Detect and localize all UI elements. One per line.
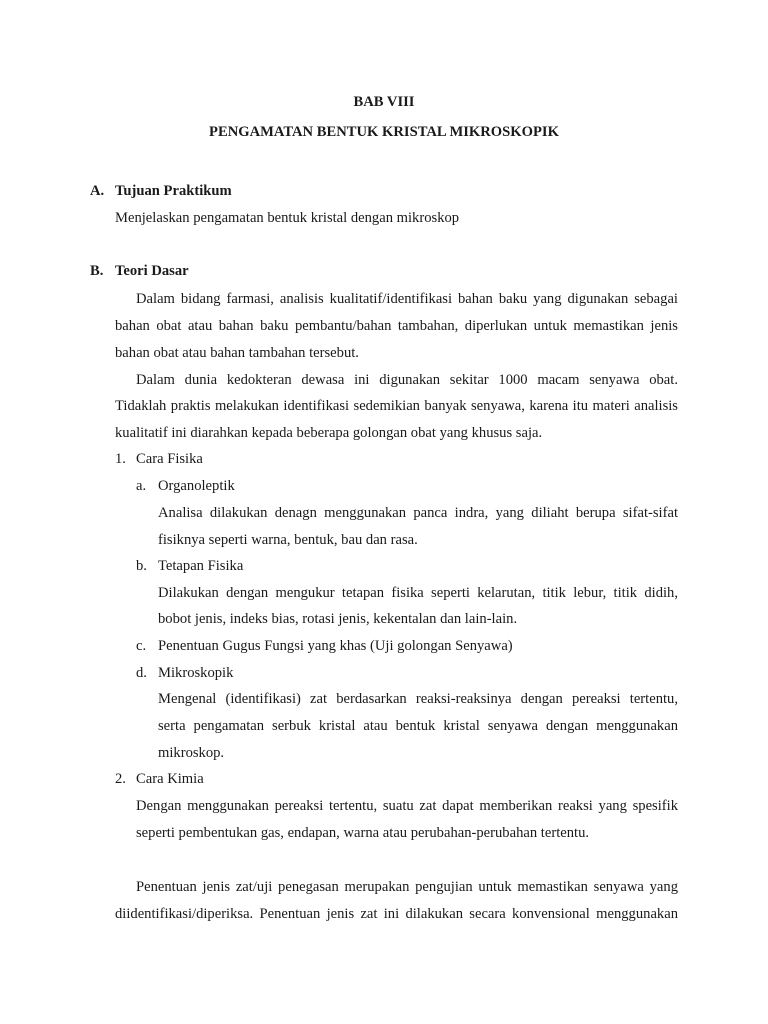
- section-b-marker: B.: [90, 263, 104, 279]
- list-marker: 2.: [115, 771, 126, 787]
- sublist-text-line: mikroskop.: [158, 745, 225, 761]
- list-text-line: Dengan menggunakan pereaksi tertentu, suatu zat dapat memberikan reaksi yang spesifik: [136, 798, 678, 814]
- sublist-text-line: serta pengamatan serbuk kristal atau bentuk kristal senyawa dengan menggunakan: [158, 718, 678, 734]
- section-a-heading: Tujuan Praktikum: [115, 183, 232, 199]
- list-text-line: seperti pembentukan gas, endapan, warna atau perubahan-perubahan tertentu.: [136, 825, 590, 841]
- list-item-label: Cara Kimia: [136, 771, 204, 787]
- paragraph-line: diidentifikasi/diperiksa. Penentuan jenis zat ini dilakukan secara konvensional menggunakan: [115, 906, 678, 922]
- section-a-marker: A.: [90, 183, 105, 199]
- sublist-text-line: Analisa dilakukan denagn menggunakan panca indra, yang diliaht berupa sifat-sifat: [158, 505, 678, 521]
- paragraph-line: Tidaklah praktis melakukan identifikasi sedemikian banyak senyawa, karena itu materi analisis: [115, 398, 678, 414]
- sublist-item-label: Organoleptik: [158, 478, 235, 494]
- sublist-text-line: bobot jenis, indeks bias, rotasi jenis, kekentalan dan lain-lain.: [158, 611, 518, 627]
- sublist-item-label: Tetapan Fisika: [158, 558, 244, 574]
- paragraph-line: kualitatif ini diarahkan kepada beberapa golongan obat yang khusus saja.: [115, 425, 543, 441]
- chapter-heading: BAB VIII: [353, 94, 415, 110]
- section-b-heading: Teori Dasar: [115, 263, 189, 279]
- paragraph-line: bahan obat atau bahan tambahan tersebut.: [115, 345, 359, 361]
- page-title: PENGAMATAN BENTUK KRISTAL MIKROSKOPIK: [209, 124, 559, 140]
- list-marker: 1.: [115, 451, 126, 467]
- sublist-item-label: Mikroskopik: [158, 665, 234, 681]
- paragraph-line: Dalam dunia kedokteran dewasa ini digunakan sekitar 1000 macam senyawa obat.: [136, 372, 678, 388]
- list-item-label: Cara Fisika: [136, 451, 203, 467]
- sublist-marker: b.: [136, 558, 147, 574]
- paragraph-line: Dalam bidang farmasi, analisis kualitatif/identifikasi bahan baku yang digunakan sebagai: [136, 291, 678, 307]
- section-a-text: Menjelaskan pengamatan bentuk kristal dengan mikroskop: [115, 210, 460, 226]
- sublist-text-line: Mengenal (identifikasi) zat berdasarkan reaksi-reaksinya dengan pereaksi tertentu,: [158, 691, 678, 707]
- sublist-text-line: fisiknya seperti warna, bentuk, bau dan rasa.: [158, 532, 418, 548]
- paragraph-line: Penentuan jenis zat/uji penegasan merupakan pengujian untuk memastikan senyawa yang: [136, 879, 678, 895]
- sublist-marker: c.: [136, 638, 147, 654]
- sublist-item-label: Penentuan Gugus Fungsi yang khas (Uji golongan Senyawa): [158, 638, 513, 654]
- sublist-text-line: Dilakukan dengan mengukur tetapan fisika seperti kelarutan, titik lebur, titik didih,: [158, 585, 678, 601]
- sublist-marker: d.: [136, 665, 147, 681]
- sublist-marker: a.: [136, 478, 147, 494]
- paragraph-line: bahan obat atau bahan baku pembantu/bahan tambahan, diperlukan untuk memastikan jenis: [115, 318, 678, 334]
